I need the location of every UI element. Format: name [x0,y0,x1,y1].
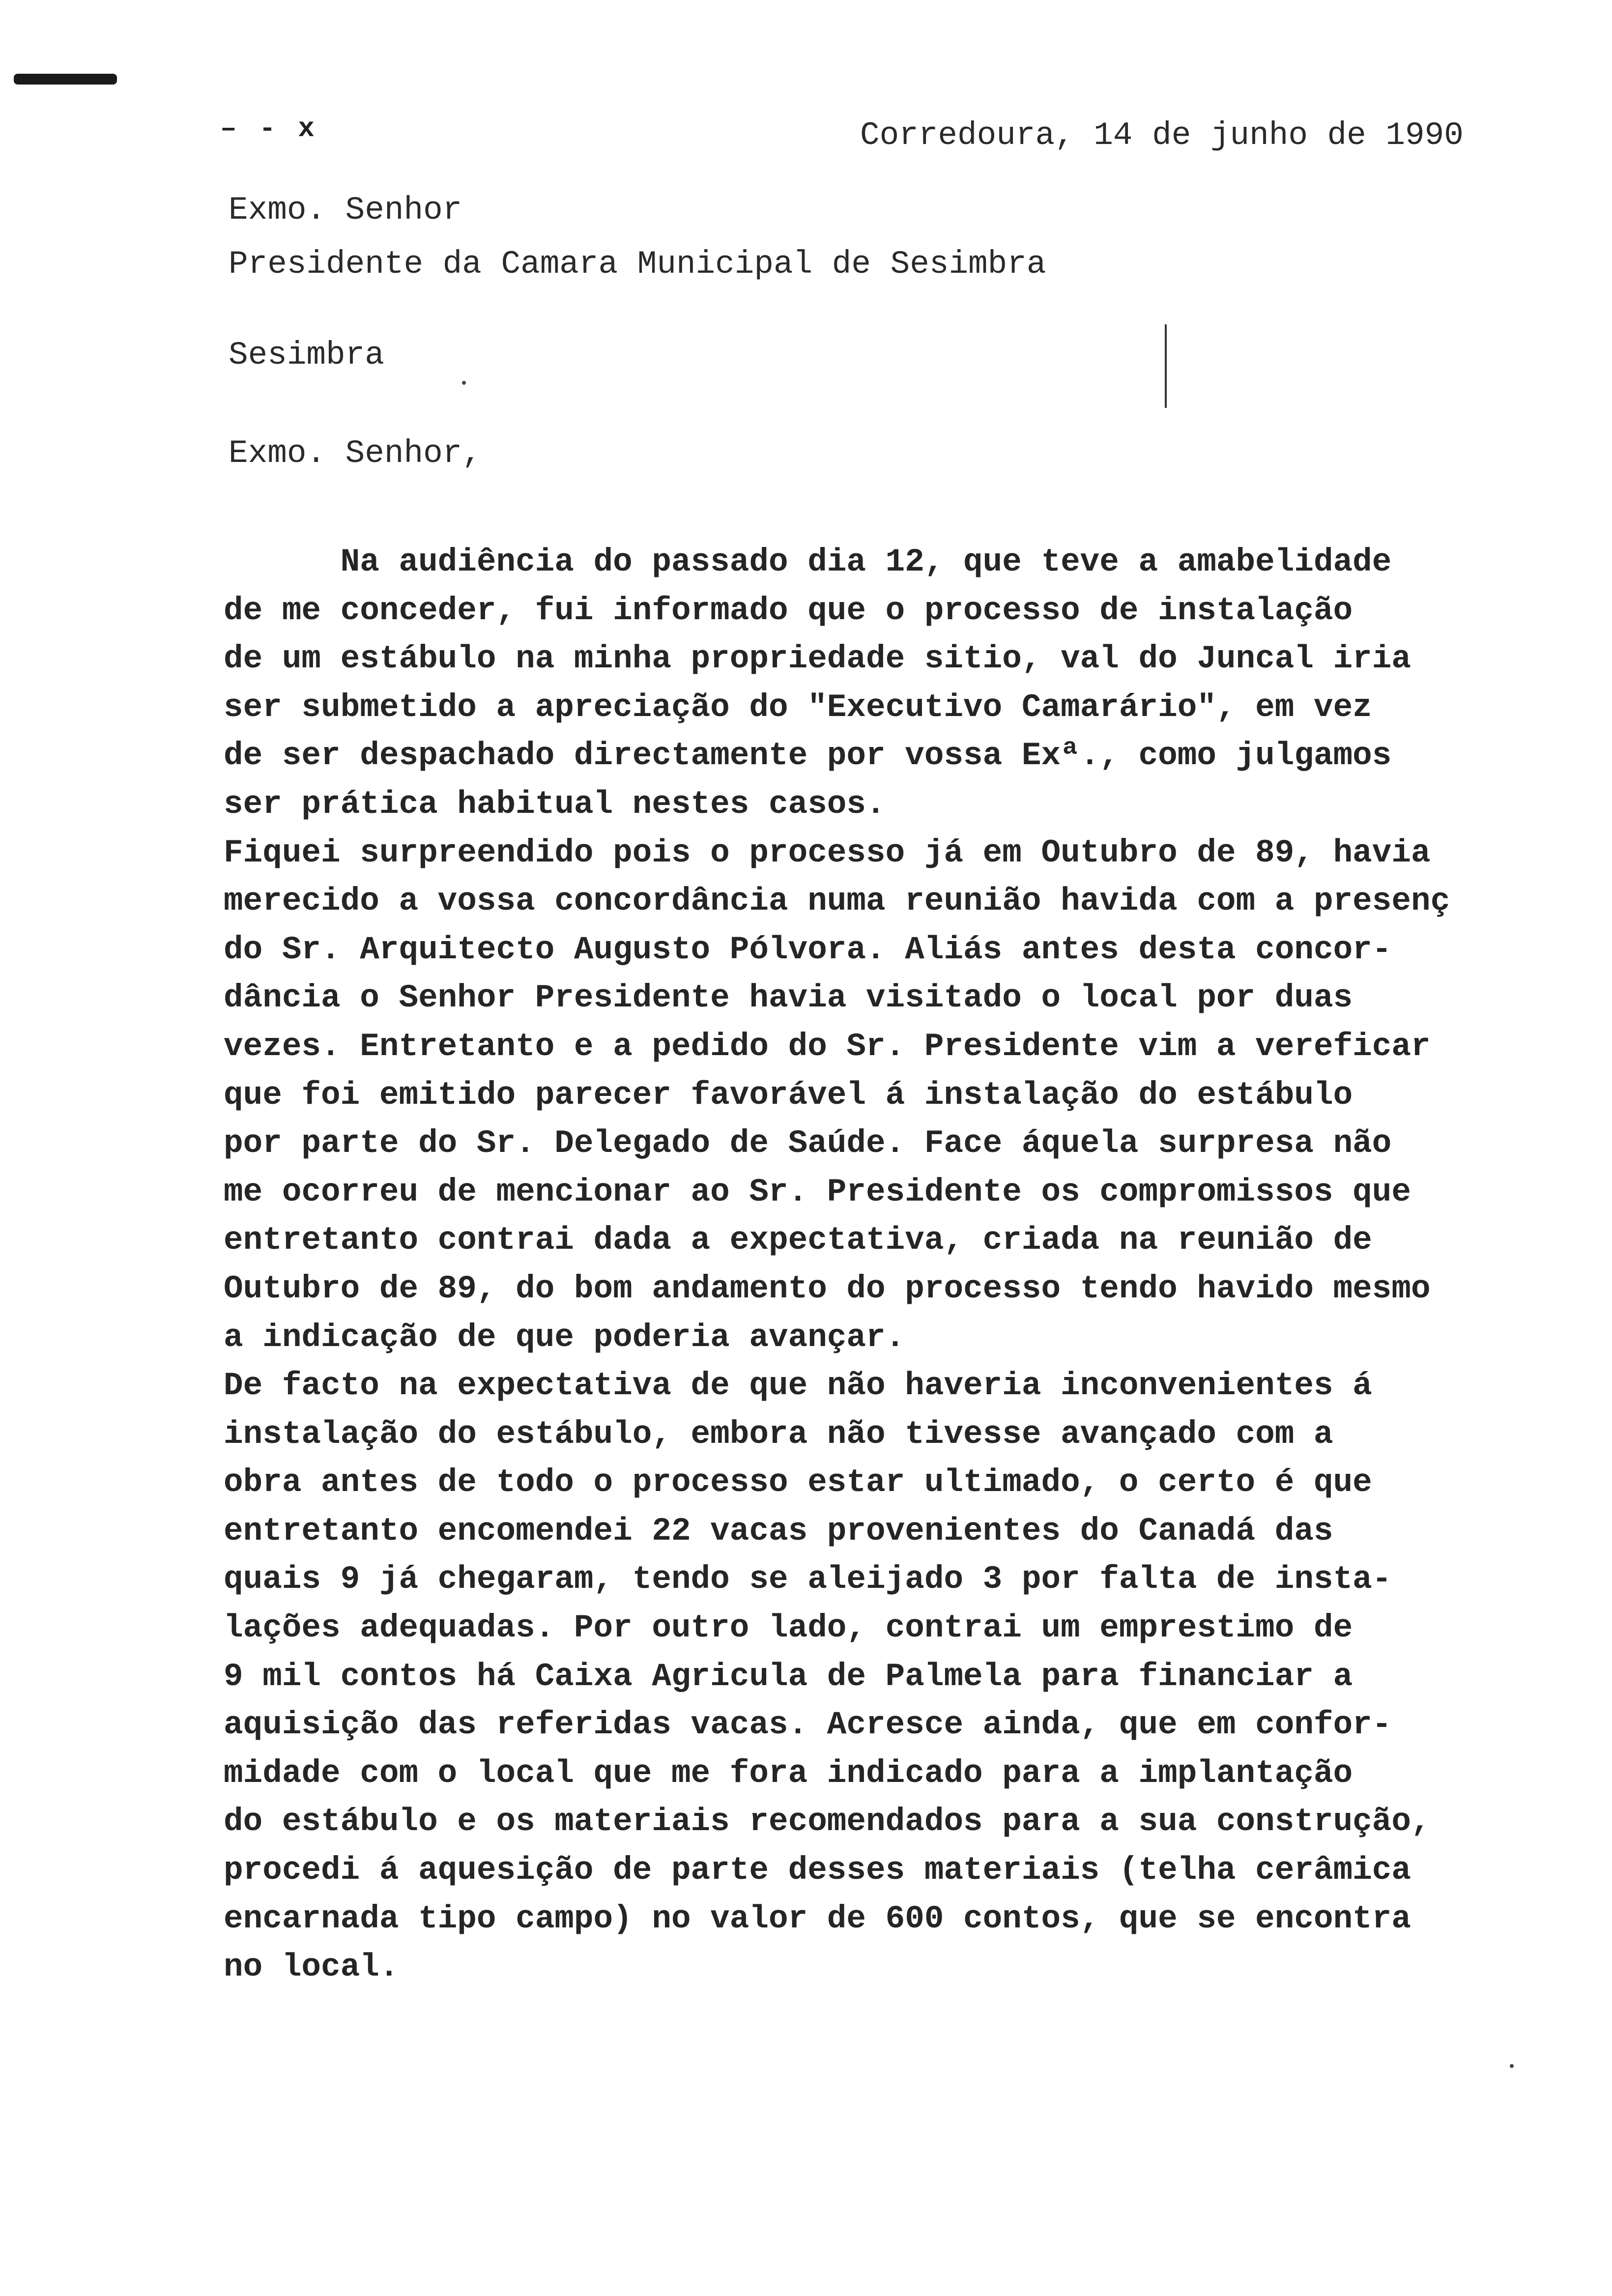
body-line: lações adequadas. Por outro lado, contrai um emprestimo de [224,1609,1353,1647]
recipient-line-2: Presidente da Camara Municipal de Sesimbra [229,246,1046,283]
letter-body [224,538,1551,1992]
body-line: procedi á aquesição de parte desses materiais (telha cerâmica [224,1852,1411,1889]
body-line: que foi emitido parecer favorável á instalação do estábulo [224,1076,1353,1114]
body-line: de um estábulo na minha propriedade sitio, val do Juncal iria [224,640,1411,678]
stray-ink-dot [1510,2064,1514,2068]
body-line: encarnada tipo campo) no valor de 600 contos, que se encontra [224,1900,1411,1937]
stray-ink-dot [462,381,466,385]
body-line: quais 9 já chegaram, tendo se aleijado 3 por falta de insta- [224,1561,1392,1598]
body-line: ser prática habitual nestes casos. [224,785,886,823]
body-line: De facto na expectativa de que não haveria inconvenientes á [224,1367,1372,1405]
vertical-pen-mark [1165,324,1167,408]
corner-mark: – - x [220,113,318,144]
dateline: Corredoura, 14 de junho de 1990 [860,117,1464,154]
body-line: instalação do estábulo, embora não tivesse avançado com a [224,1415,1333,1453]
body-line: Na audiência do passado dia 12, que teve a amabelidade [224,544,1392,580]
body-line: de ser despachado directamente por vossa Exª., como julgamos [224,737,1392,775]
body-line: por parte do Sr. Delegado de Saúde. Face áquela surpresa não [224,1125,1392,1162]
body-line: vezes. Entretanto e a pedido do Sr. Presidente vim a vereficar [224,1028,1431,1065]
body-line: me ocorreu de mencionar ao Sr. Presidente os compromissos que [224,1173,1411,1210]
edge-ink-mark [14,74,117,85]
body-line: midade com o local que me fora indicado para a implantação [224,1754,1353,1792]
body-line: ser submetido a apreciação do "Executivo Camarário", em vez [224,689,1372,726]
body-line: entretanto contrai dada a expectativa, criada na reunião de [224,1222,1372,1259]
body-line: dância o Senhor Presidente havia visitado o local por duas [224,979,1353,1017]
body-line: Outubro de 89, do bom andamento do processo tendo havido mesmo [224,1270,1431,1307]
body-line: no local. [224,1949,399,1986]
recipient-line-3: Sesimbra [229,337,384,373]
body-line: entretanto encomendei 22 vacas provenientes do Canadá das [224,1512,1333,1550]
body-line: 9 mil contos há Caixa Agricula de Palmela para financiar a [224,1658,1353,1695]
salutation: Exmo. Senhor, [229,435,482,472]
body-line: a indicação de que poderia avançar. [224,1319,905,1356]
body-line: obra antes de todo o processo estar ultimado, o certo é que [224,1464,1372,1501]
body-line: do estábulo e os materiais recomendados para a sua construção, [224,1803,1431,1840]
body-line: de me conceder, fui informado que o processo de instalação [224,592,1353,629]
body-line: aquisição das referidas vacas. Acresce ainda, que em confor- [224,1706,1392,1744]
body-line: merecido a vossa concordância numa reunião havida com a presenç [224,883,1450,920]
body-line: do Sr. Arquitecto Augusto Pólvora. Aliás antes desta concor- [224,931,1392,968]
body-line: Fiquei surpreendido pois o processo já em Outubro de 89, havia [224,834,1431,871]
recipient-line-1: Exmo. Senhor [229,192,462,229]
